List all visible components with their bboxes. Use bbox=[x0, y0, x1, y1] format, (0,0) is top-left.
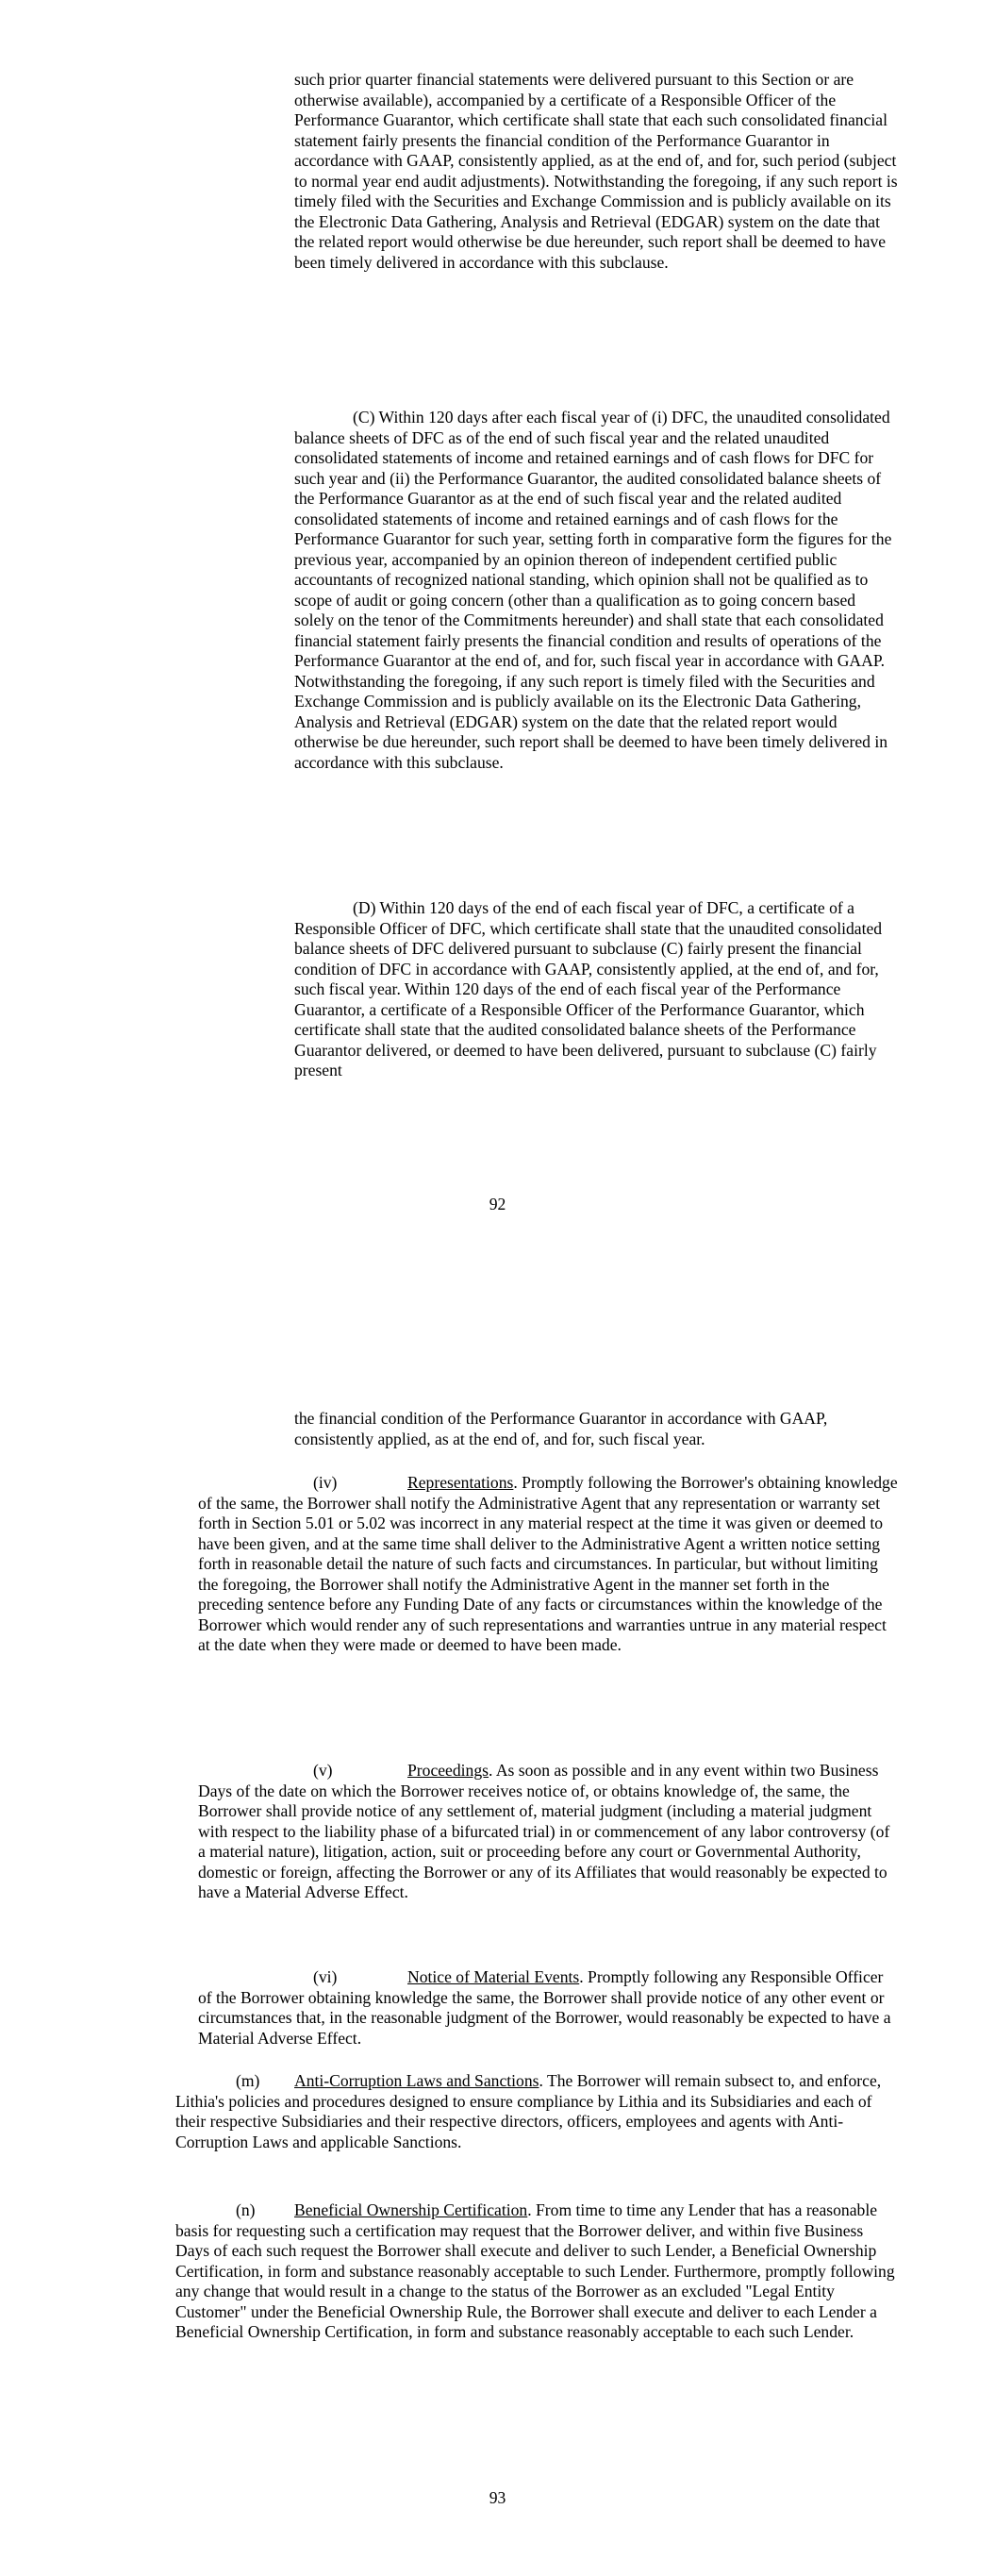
paragraph-continuation: such prior quarter financial statements were delivered pursuant to this Section or are otherwise available), accompanied by a certificate of a Responsible Officer of the Performance Guarantor, which certificate shall state that each such consolidated financial statement fairly presents the financial condition of the Performance Guarantor in accordance with GAAP, consistently applied, as at the end of, and for, such period (subject to normal year end audit adjustments). Notwithstanding the foregoing, if any such report is timely filed with the Securities and Exchange Commission and is publicly available on its the Electronic Data Gathering, Analysis and Retrieval (EDGAR) system on the date that the related report would otherwise be due hereunder, such report shall be deemed to have been timely delivered in accordance with this subclause. bbox=[294, 70, 898, 272]
section-m-text: . The Borrower will remain subsect to, and enforce, Lithia's policies and procedures designed to ensure compliance by Lithia and its Subsidiaries and each of their respective Subsidiaries and their respective directors, officers, employees and agents with Anti-Corruption Laws and applicable Sanctions. bbox=[175, 2071, 882, 2151]
section-n-text: . From time to time any Lender that has a reasonable basis for requesting such a certification may request that the Borrower deliver, and within five Business Days of each such request the Borrower shall execute and deliver to such Lender, a Beneficial Ownership Certification, in form and substance reasonably acceptable to such Lender. Furthermore, promptly following any change that would result in a change to the status of the Borrower as an excluded "Legal Entity Customer" under the Beneficial Ownership Rule, the Borrower shall execute and deliver to each Lender a Beneficial Ownership Certification, in form and substance reasonably acceptable to each such Lender. bbox=[175, 2200, 895, 2341]
document-page-92 bbox=[0, 0, 995, 1269]
item-v-heading: Proceedings bbox=[407, 1761, 489, 1780]
paragraph-continuation: the financial condition of the Performance Guarantor in accordance with GAAP, consistently applied, as at the end of, and for, such fiscal year. bbox=[294, 1409, 828, 1448]
subclause-c-text: Within 120 days after each fiscal year of (i) DFC, the unaudited consolidated balance sheets of DFC as of the end of such fiscal year and the related unaudited consolidated statements of income and retained earnings and of cash flows for DFC for such year and (ii) the Performance Guarantor, the audited consolidated balance sheets of the Performance Guarantor as at the end of such fiscal year and the related audited consolidated statements of income and retained earnings and of cash flows for the Performance Guarantor for such year, setting forth in comparative form the figures for the previous year, accompanied by an opinion thereon of independent certified public accountants of recognized national standing, which opinion shall not be qualified as to scope of audit or going concern (other than a qualification as to going concern based solely on the tenor of the Commitments hereunder) and shall state that each consolidated financial statement fairly presents the financial condition and results of operations of the Performance Guarantor at the end of, and for, such fiscal year in accordance with GAAP. Notwithstanding the foregoing, if any such report is timely filed with the Securities and Exchange Commission and is publicly available on its the Electronic Data Gathering, Analysis and Retrieval (EDGAR) system on the date that the related report would otherwise be due hereunder, such report shall be deemed to have been timely delivered in accordance with this subclause. bbox=[294, 408, 892, 772]
page-number: 93 bbox=[489, 2488, 506, 2507]
paragraph-subclause-c bbox=[294, 408, 898, 773]
item-vi-text: . Promptly following any Responsible Officer of the Borrower obtaining knowledge the same, the Borrower shall provide notice of any other event or circumstances that, in the reasonable judgment of the Borrower, would reasonably be expected to have a Material Adverse Effect. bbox=[198, 1967, 891, 2048]
page-number: 92 bbox=[489, 1195, 506, 1213]
item-iv-text: . Promptly following the Borrower's obtaining knowledge of the same, the Borrower shall notify the Administrative Agent that any representation or warranty set forth in Section 5.01 or 5.02 was incorrect in any material respect at the time it was given or deemed to have been given, and at the same time shall deliver to the Administrative Agent a written notice setting forth in reasonable detail the nature of such facts and circumstances. In particular, but without limiting the foregoing, the Borrower shall notify the Administrative Agent in the manner set forth in the preceding sentence before any Funding Date of any facts or circumstances within the knowledge of the Borrower which would render any of such representations and warranties untrue in any material respect at the date when they were made or deemed to have been made. bbox=[198, 1473, 898, 1654]
section-m-heading: Anti-Corruption Laws and Sanctions bbox=[294, 2071, 539, 2090]
section-n-label: (n) bbox=[236, 2200, 256, 2219]
subclause-c-label: (C) bbox=[353, 408, 375, 427]
paragraph-section-n bbox=[175, 2200, 898, 2343]
item-iv-label: (iv) bbox=[313, 1473, 338, 1492]
paragraph-item-iv bbox=[198, 1473, 898, 1656]
item-iv-heading: Representations bbox=[407, 1473, 514, 1492]
item-v-label: (v) bbox=[313, 1761, 333, 1780]
subclause-d-text: Within 120 days of the end of each fiscal year of DFC, a certificate of a Responsible Officer of DFC, which certificate shall state that the unaudited consolidated balance sheets of DFC delivered pursuant to subclause (C) fairly present the financial condition of DFC in accordance with GAAP, consistently applied, at the end of, and for, such fiscal year. Within 120 days of the end of each fiscal year of the Performance Guarantor, a certificate of a Responsible Officer of the Performance Guarantor, which certificate shall state that the audited consolidated balance sheets of the Performance Guarantor delivered, or deemed to have been delivered, pursuant to subclause (C) fairly present bbox=[294, 898, 883, 1079]
paragraph-subclause-d bbox=[294, 898, 898, 1081]
paragraph-item-v bbox=[198, 1761, 898, 1903]
item-v-text: . As soon as possible and in any event within two Business Days of the date on which the Borrower receives notice of, or obtains knowledge of, the same, the Borrower shall provide notice of any settlement of, material judgment (including a material judgment with respect to the liability phase of a bifurcated trial) in or commencement of any labor controversy (of a material nature), litigation, action, suit or proceeding before any court or Governmental Authority, domestic or foreign, affecting the Borrower or any of its Affiliates that would reasonably be expected to have a Material Adverse Effect. bbox=[198, 1761, 890, 1901]
item-vi-heading: Notice of Material Events bbox=[407, 1967, 580, 1986]
document-page-93 bbox=[0, 1269, 995, 2576]
item-vi-label: (vi) bbox=[313, 1967, 338, 1986]
paragraph-item-vi bbox=[198, 1967, 898, 2049]
paragraph-section-m bbox=[175, 2071, 898, 2152]
section-n-heading: Beneficial Ownership Certification bbox=[294, 2200, 528, 2219]
subclause-d-label: (D) bbox=[353, 898, 376, 917]
section-m-label: (m) bbox=[236, 2071, 260, 2090]
